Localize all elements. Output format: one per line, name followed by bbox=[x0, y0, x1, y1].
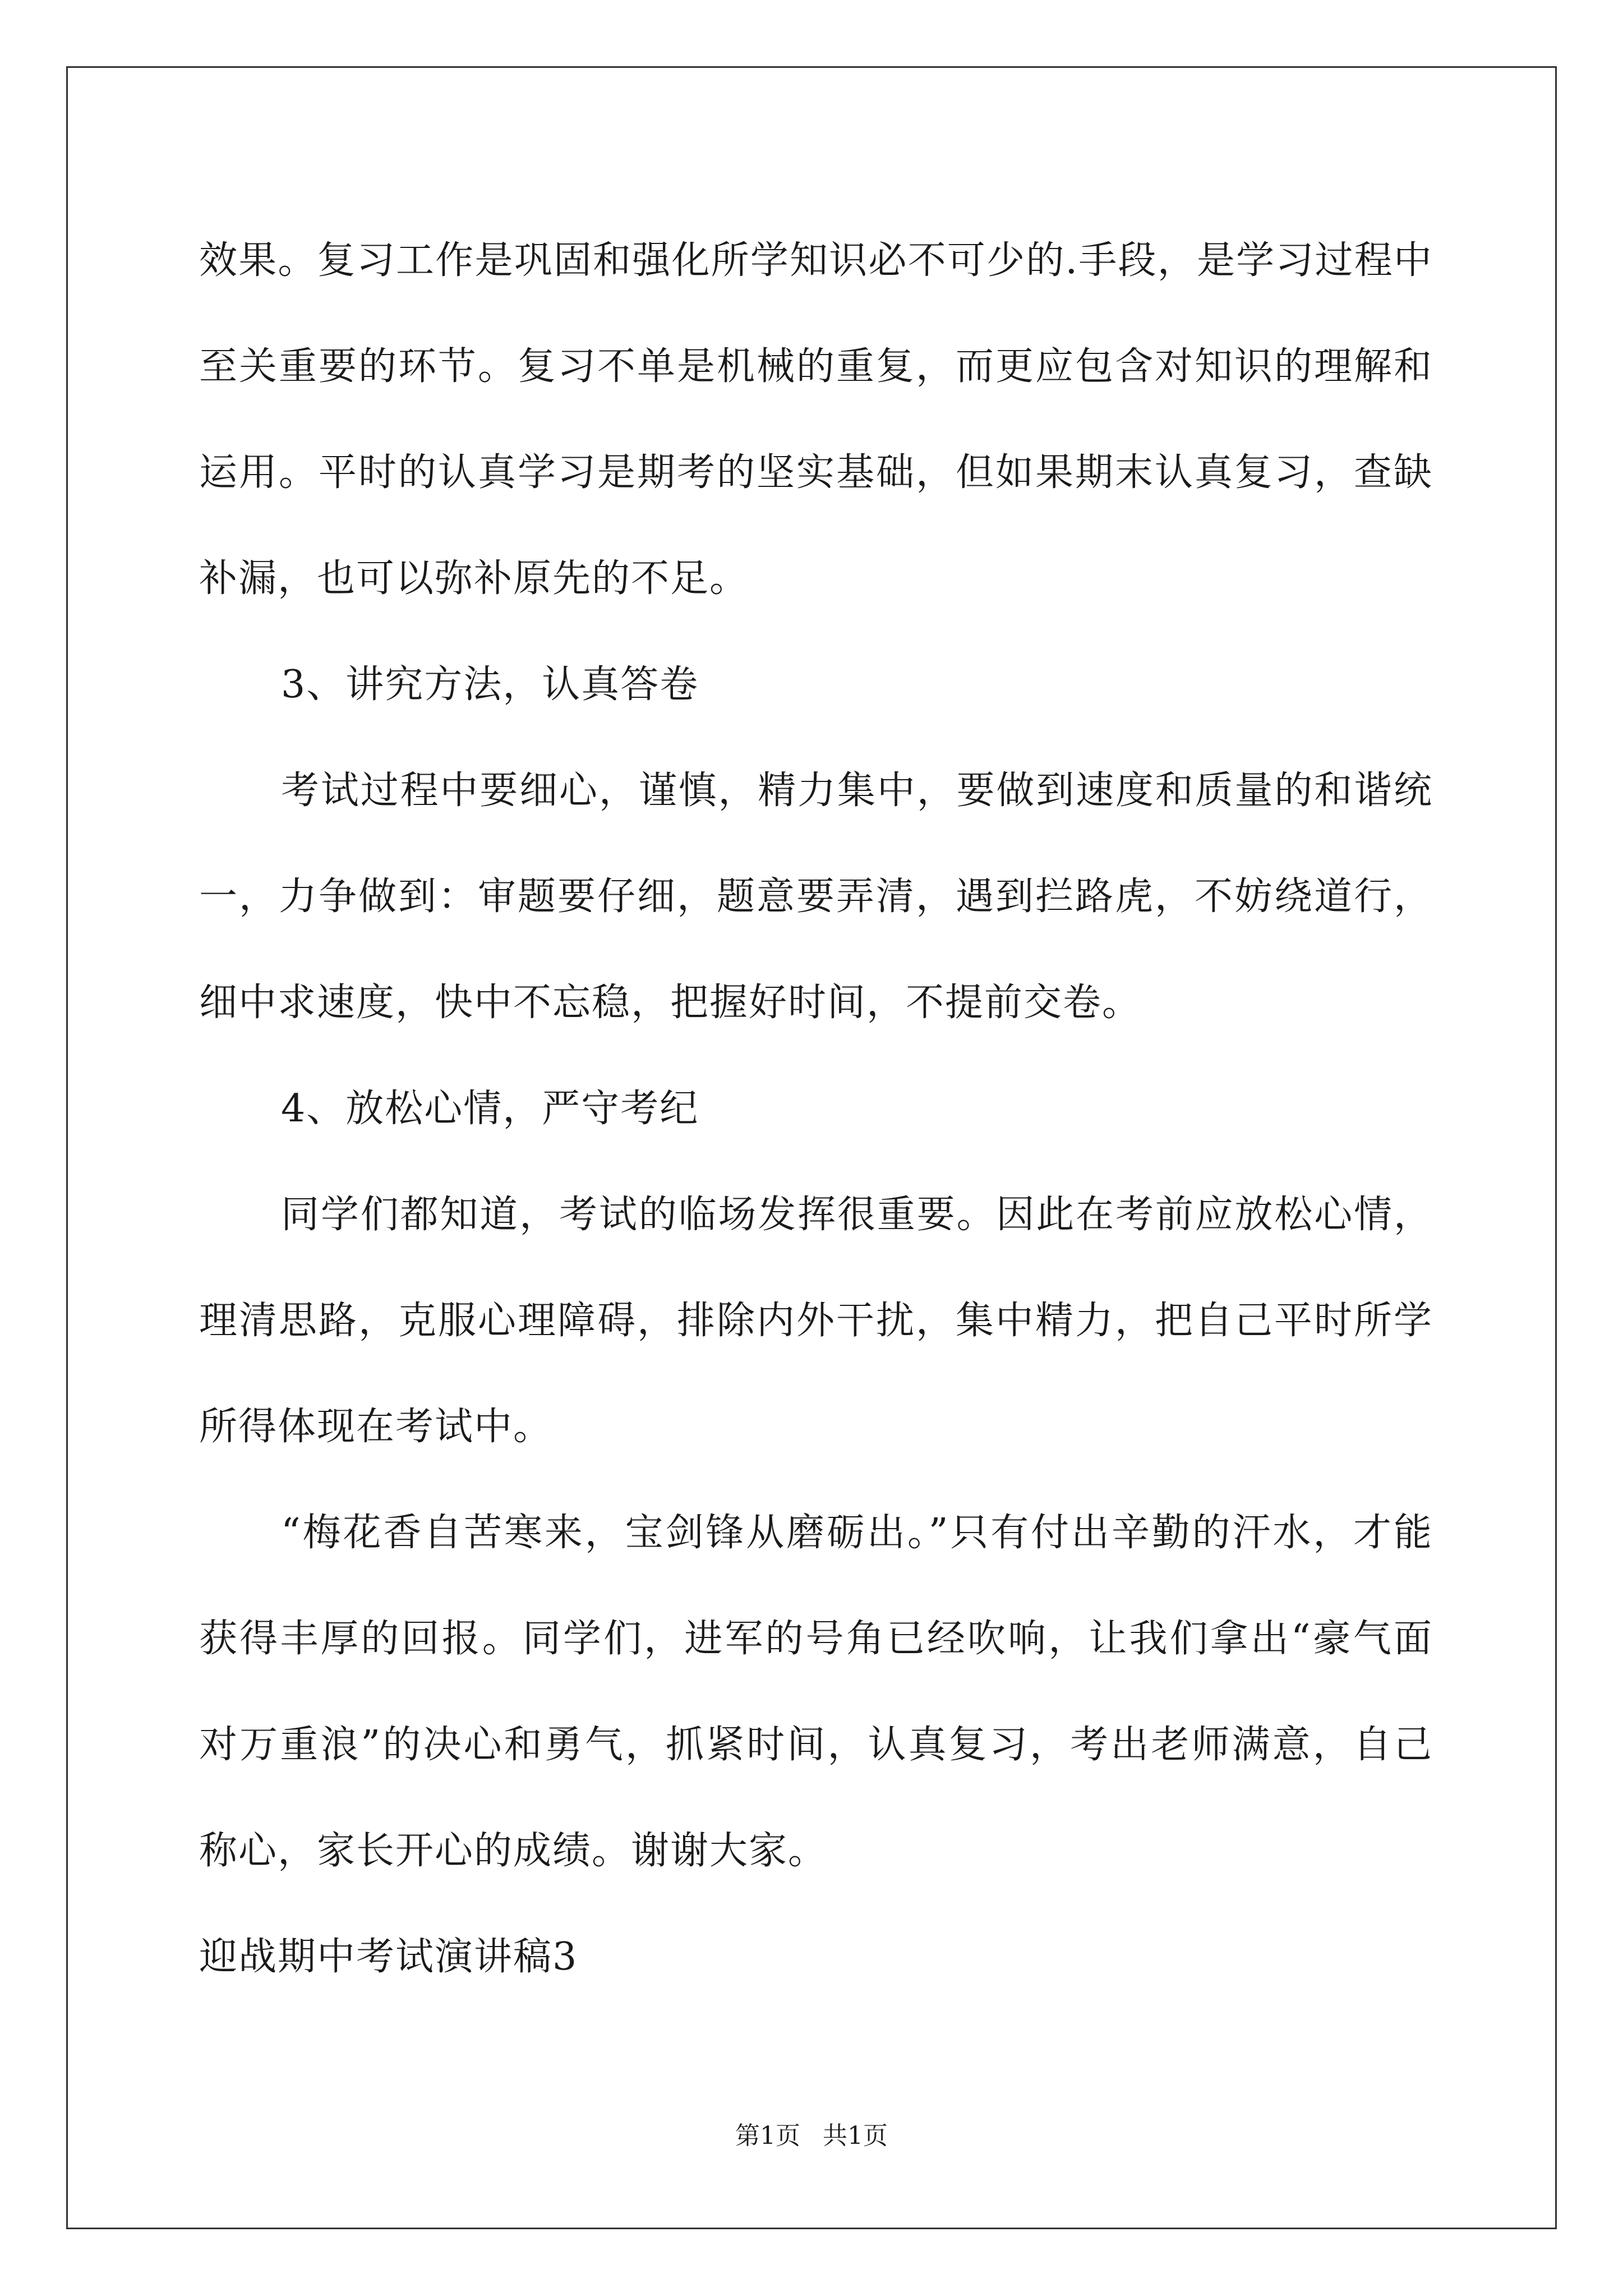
page-total: 共1页 bbox=[823, 2122, 888, 2150]
heading-method: 3、讲究方法，认真答卷 bbox=[281, 662, 699, 707]
section-title: 迎战期中考试演讲稿3 bbox=[199, 1935, 578, 1979]
paragraph-relax: 同学们都知道，考试的临场发挥很重要。因此在考前应放松心情，理清思路，克服心理障碍，排除内外干扰，集中精力，把自己平时所学所得体现在考试中。 bbox=[199, 1193, 1433, 1449]
paragraph-closing: “梅花香自苦寒来，宝剑锋从磨砺出。”只有付出辛勤的汗水，才能获得丰厚的回报。同学们，进军的号角已经吹响，让我们拿出“豪气面对万重浪”的决心和勇气，抓紧时间，认真复习，考出老师满意，自己称心，家长开心的成绩。谢谢大家。 bbox=[199, 1511, 1433, 1873]
document-body bbox=[199, 208, 1433, 2010]
page-footer bbox=[0, 2119, 1623, 2153]
heading-relax: 4、放松心情，严守考纪 bbox=[281, 1087, 699, 1131]
page-number: 第1页 bbox=[735, 2122, 800, 2150]
paragraph-exam-process: 考试过程中要细心，谨慎，精力集中，要做到速度和质量的和谐统一，力争做到：审题要仔细，题意要弄清，遇到拦路虎，不妨绕道行，细中求速度，快中不忘稳，把握好时间，不提前交卷。 bbox=[199, 769, 1433, 1025]
paragraph-intro: 效果。复习工作是巩固和强化所学知识必不可少的.手段，是学习过程中至关重要的环节。复习不单是机械的重复，而更应包含对知识的理解和运用。平时的认真学习是期考的坚实基础，但如果期末认真复习，查缺补漏，也可以弥补原先的不足。 bbox=[199, 238, 1433, 601]
